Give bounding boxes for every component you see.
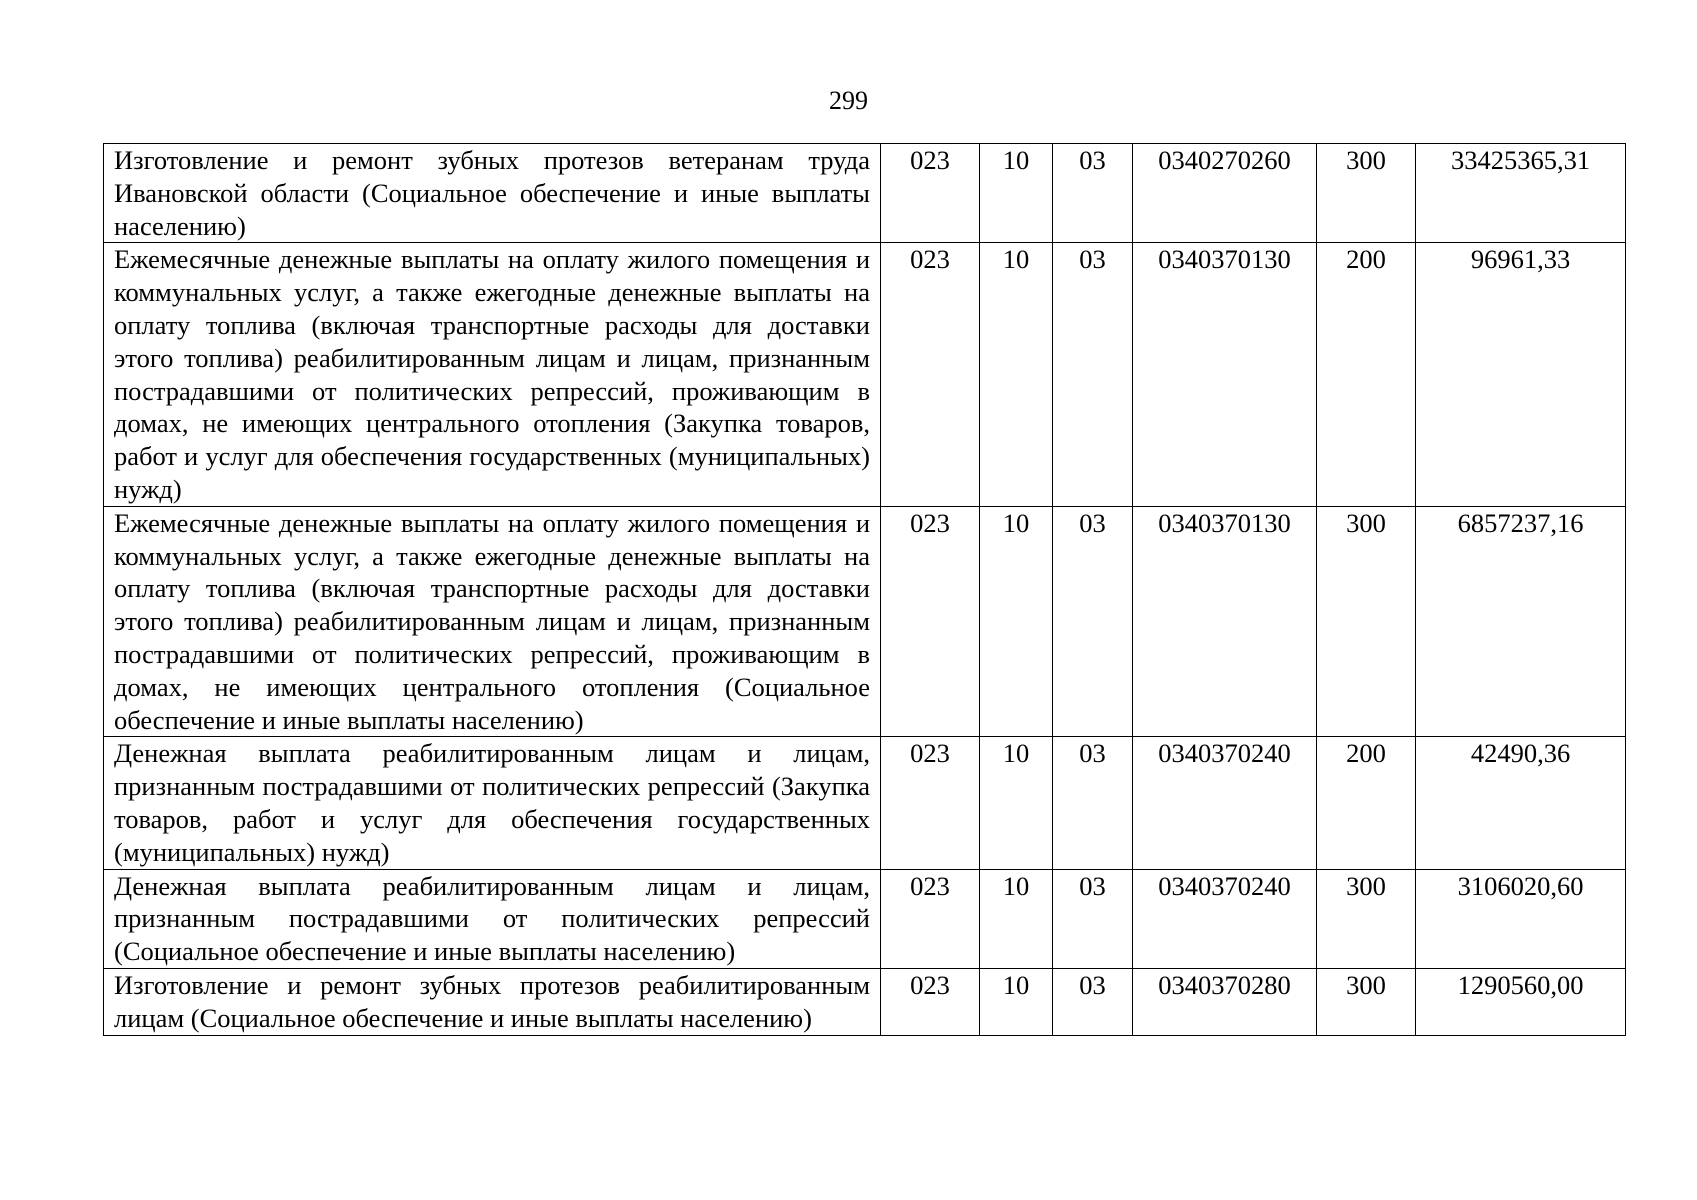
page-number: 299 <box>829 86 868 115</box>
section-code: 10 <box>980 737 1053 869</box>
ministry-code: 023 <box>881 243 980 506</box>
target-article-code: 0340370130 <box>1133 506 1317 737</box>
target-article-code: 0340270260 <box>1133 144 1317 243</box>
amount: 42490,36 <box>1416 737 1626 869</box>
table-row <box>104 506 1626 737</box>
ministry-code: 023 <box>881 869 980 968</box>
ministry-code: 023 <box>881 506 980 737</box>
expense-type-code: 300 <box>1317 869 1416 968</box>
amount: 6857237,16 <box>1416 506 1626 737</box>
section-code: 10 <box>980 243 1053 506</box>
table-row <box>104 968 1626 1035</box>
amount: 96961,33 <box>1416 243 1626 506</box>
ministry-code: 023 <box>881 968 980 1035</box>
ministry-code: 023 <box>881 737 980 869</box>
section-code: 10 <box>980 869 1053 968</box>
subsection-code: 03 <box>1053 737 1133 869</box>
expense-type-code: 300 <box>1317 506 1416 737</box>
amount: 33425365,31 <box>1416 144 1626 243</box>
table-row <box>104 869 1626 968</box>
subsection-code: 03 <box>1053 243 1133 506</box>
target-article-code: 0340370240 <box>1133 869 1317 968</box>
table-row <box>104 243 1626 506</box>
subsection-code: 03 <box>1053 869 1133 968</box>
budget-table <box>103 143 1626 1036</box>
expense-type-code: 300 <box>1317 968 1416 1035</box>
row-description: Ежемесячные денежные выплаты на оплату жилого помещения и коммунальных услуг, а также ежегодные денежные выплаты на оплату топлива (включая транспортные расходы для доставки этого топлива) реабилитированным лицам и лицам, признанным пострадавшими от политических репрессий, проживающим в домах, не имеющих центрального отопления (Социальное обеспечение и иные выплаты населению) <box>104 506 881 737</box>
expense-type-code: 200 <box>1317 243 1416 506</box>
table-row <box>104 144 1626 243</box>
section-code: 10 <box>980 144 1053 243</box>
row-description: Денежная выплата реабилитированным лицам и лицам, признанным пострадавшими от политических репрессий (Социальное обеспечение и иные выплаты населению) <box>104 869 881 968</box>
row-description: Ежемесячные денежные выплаты на оплату жилого помещения и коммунальных услуг, а также ежегодные денежные выплаты на оплату топлива (включая транспортные расходы для доставки этого топлива) реабилитированным лицам и лицам, признанным пострадавшими от политических репрессий, проживающим в домах, не имеющих центрального отопления (Закупка товаров, работ и услуг для обеспечения государственных (муниципальных) нужд) <box>104 243 881 506</box>
section-code: 10 <box>980 968 1053 1035</box>
target-article-code: 0340370130 <box>1133 243 1317 506</box>
subsection-code: 03 <box>1053 144 1133 243</box>
section-code: 10 <box>980 506 1053 737</box>
subsection-code: 03 <box>1053 506 1133 737</box>
ministry-code: 023 <box>881 144 980 243</box>
table-row <box>104 737 1626 869</box>
target-article-code: 0340370240 <box>1133 737 1317 869</box>
amount: 3106020,60 <box>1416 869 1626 968</box>
row-description: Изготовление и ремонт зубных протезов ветеранам труда Ивановской области (Социальное обеспечение и иные выплаты населению) <box>104 144 881 243</box>
target-article-code: 0340370280 <box>1133 968 1317 1035</box>
row-description: Изготовление и ремонт зубных протезов реабилитированным лицам (Социальное обеспечение и иные выплаты населению) <box>104 968 881 1035</box>
subsection-code: 03 <box>1053 968 1133 1035</box>
expense-type-code: 300 <box>1317 144 1416 243</box>
row-description: Денежная выплата реабилитированным лицам и лицам, признанным пострадавшими от политических репрессий (Закупка товаров, работ и услуг для обеспечения государственных (муниципальных) нужд) <box>104 737 881 869</box>
expense-type-code: 200 <box>1317 737 1416 869</box>
amount: 1290560,00 <box>1416 968 1626 1035</box>
